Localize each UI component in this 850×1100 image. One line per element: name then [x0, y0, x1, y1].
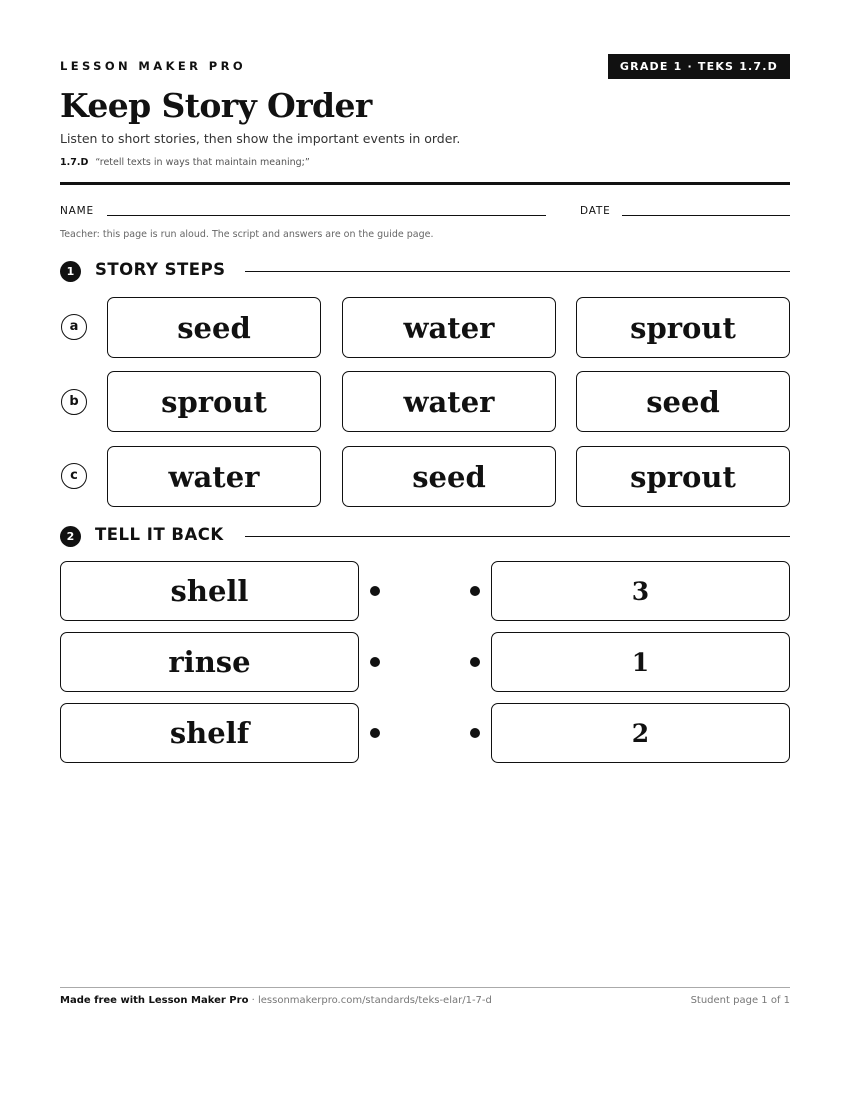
row-letter-a: a [61, 314, 87, 340]
story-step-card[interactable]: sprout [107, 371, 321, 432]
name-field[interactable] [107, 215, 546, 216]
match-dot-right[interactable] [470, 657, 480, 667]
story-step-card[interactable]: seed [342, 446, 556, 507]
match-number-card[interactable]: 3 [491, 561, 790, 621]
standard-code: 1.7.D [60, 157, 89, 168]
footer-page-label: Student page 1 of 1 [690, 995, 790, 1006]
standard-line [60, 157, 310, 168]
footer-made-with: Made free with Lesson Maker Pro [60, 995, 249, 1006]
story-step-card[interactable]: water [107, 446, 321, 507]
match-word-card[interactable]: shell [60, 561, 359, 621]
section-title: TELL IT BACK [95, 525, 236, 544]
row-letter-b: b [61, 389, 87, 415]
section-tell-it-back-header [60, 524, 790, 548]
row-letter-c: c [61, 463, 87, 489]
story-step-card[interactable]: water [342, 297, 556, 358]
section-title: STORY STEPS [95, 260, 238, 279]
story-step-card[interactable]: sprout [576, 297, 790, 358]
match-dot-left[interactable] [370, 657, 380, 667]
name-label: NAME [60, 205, 94, 217]
match-dot-right[interactable] [470, 728, 480, 738]
standard-text: “retell texts in ways that maintain meaning;” [95, 157, 310, 168]
section-number-badge: 1 [60, 261, 81, 282]
match-number-card[interactable]: 1 [491, 632, 790, 692]
match-word-card[interactable]: rinse [60, 632, 359, 692]
header-divider [60, 182, 790, 185]
date-label: DATE [580, 205, 611, 217]
match-dot-left[interactable] [370, 728, 380, 738]
story-step-card[interactable]: sprout [576, 446, 790, 507]
date-field[interactable] [622, 215, 790, 216]
story-step-card[interactable]: seed [576, 371, 790, 432]
section-number-badge: 2 [60, 526, 81, 547]
teacher-note: Teacher: this page is run aloud. The script and answers are on the guide page. [60, 229, 434, 240]
brand-name: LESSON MAKER PRO [60, 59, 247, 73]
footer-url[interactable]: · lessonmakerpro.com/standards/teks-elar/1-7-d [248, 995, 492, 1006]
match-dot-right[interactable] [470, 586, 480, 596]
grade-badge: GRADE 1 · TEKS 1.7.D [608, 54, 790, 79]
story-step-card[interactable]: seed [107, 297, 321, 358]
match-word-card[interactable]: shelf [60, 703, 359, 763]
page-title: Keep Story Order [60, 86, 372, 125]
match-number-card[interactable]: 2 [491, 703, 790, 763]
section-rule [245, 536, 790, 537]
section-rule [245, 271, 790, 272]
match-dot-left[interactable] [370, 586, 380, 596]
footer-credit [60, 995, 492, 1006]
footer-divider [60, 987, 790, 988]
page-subtitle: Listen to short stories, then show the important events in order. [60, 131, 461, 146]
section-story-steps-header [60, 259, 790, 283]
story-step-card[interactable]: water [342, 371, 556, 432]
